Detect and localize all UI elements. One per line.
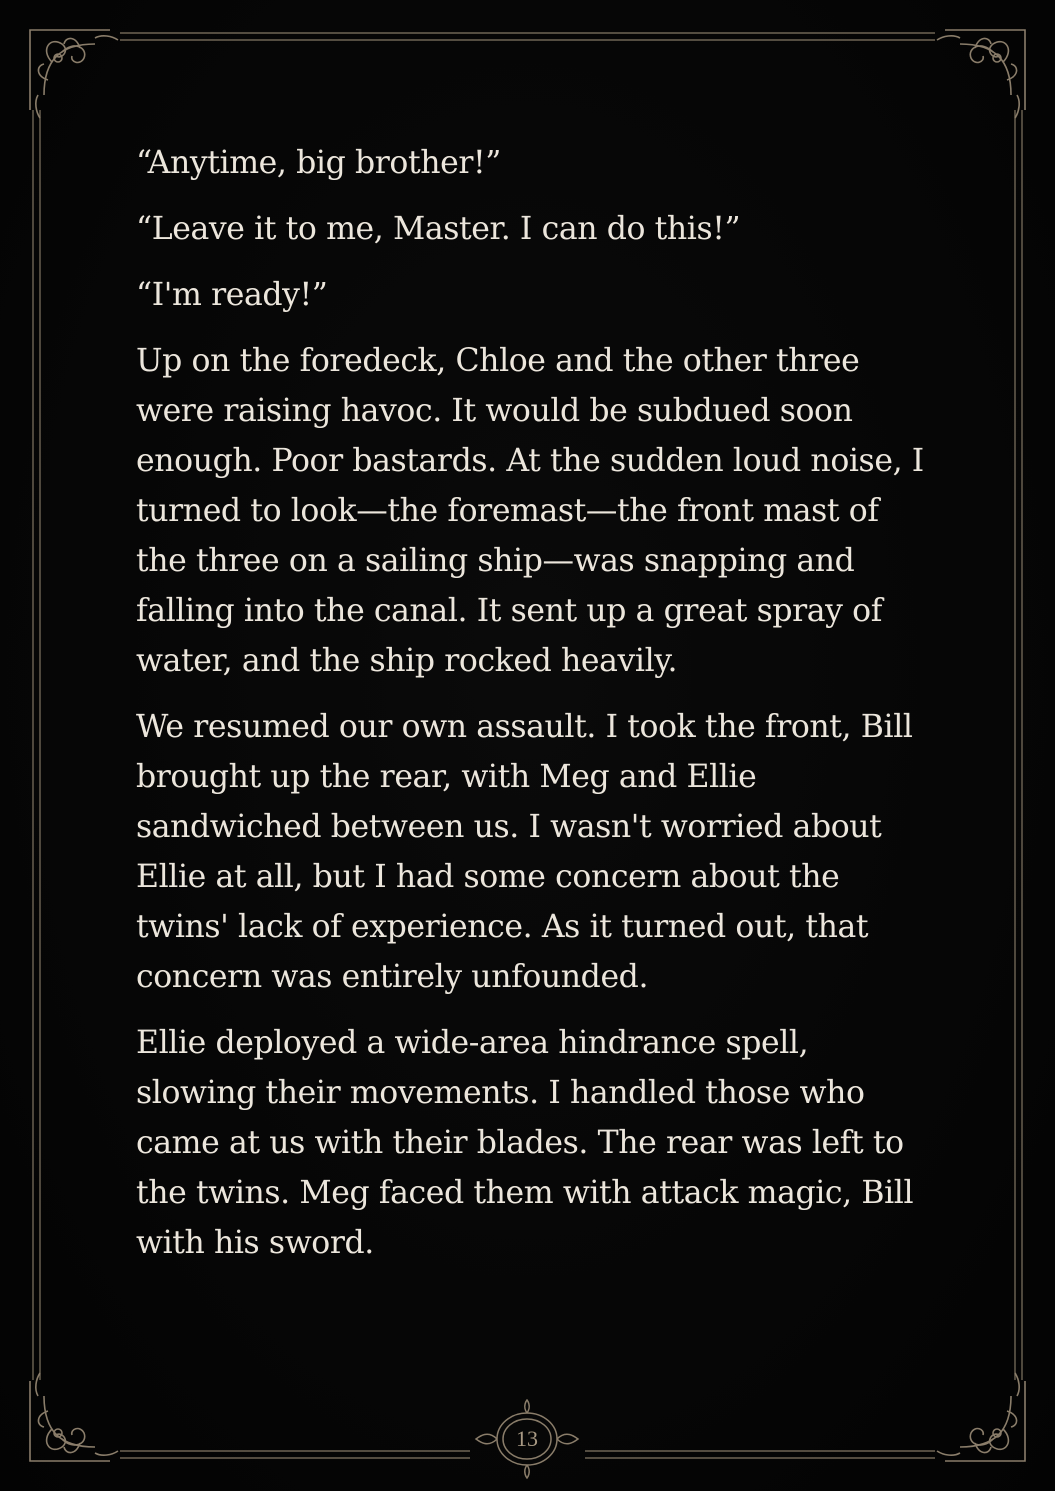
paragraph: “I'm ready!” xyxy=(136,277,328,313)
corner-ornament-bottom-right xyxy=(937,1373,1025,1461)
page-number: 13 xyxy=(516,1426,538,1451)
paragraph: We resumed our own assault. I took the front, Bill brought up the rear, with Meg and Ellie sandwiched between us. I wasn't worried about Ellie at all, but I had some concern about the twins' lack of experience. As it turned out, that concern was entirely unfounded. xyxy=(136,709,913,995)
corner-ornament-top-left xyxy=(30,30,118,118)
paragraph: Up on the foredeck, Chloe and the other three were raising havoc. It would be subdued soon enough. Poor bastards. At the sudden loud noise, I turned to look—the foremast—the front mast of the three on a sailing ship—was snapping and falling into the canal. It sent up a great spray of water, and the ship rocked heavily. xyxy=(136,343,924,679)
corner-ornament-bottom-left xyxy=(30,1373,118,1461)
corner-ornament-top-right xyxy=(937,30,1025,118)
paragraph: “Leave it to me, Master. I can do this!” xyxy=(136,211,741,247)
story-text xyxy=(136,138,926,1284)
paragraph: “Anytime, big brother!” xyxy=(136,145,501,181)
paragraph: Ellie deployed a wide-area hindrance spell, slowing their movements. I handled those who came at us with their blades. The rear was left to the twins. Meg faced them with attack magic, Bill with his sword. xyxy=(136,1025,914,1261)
